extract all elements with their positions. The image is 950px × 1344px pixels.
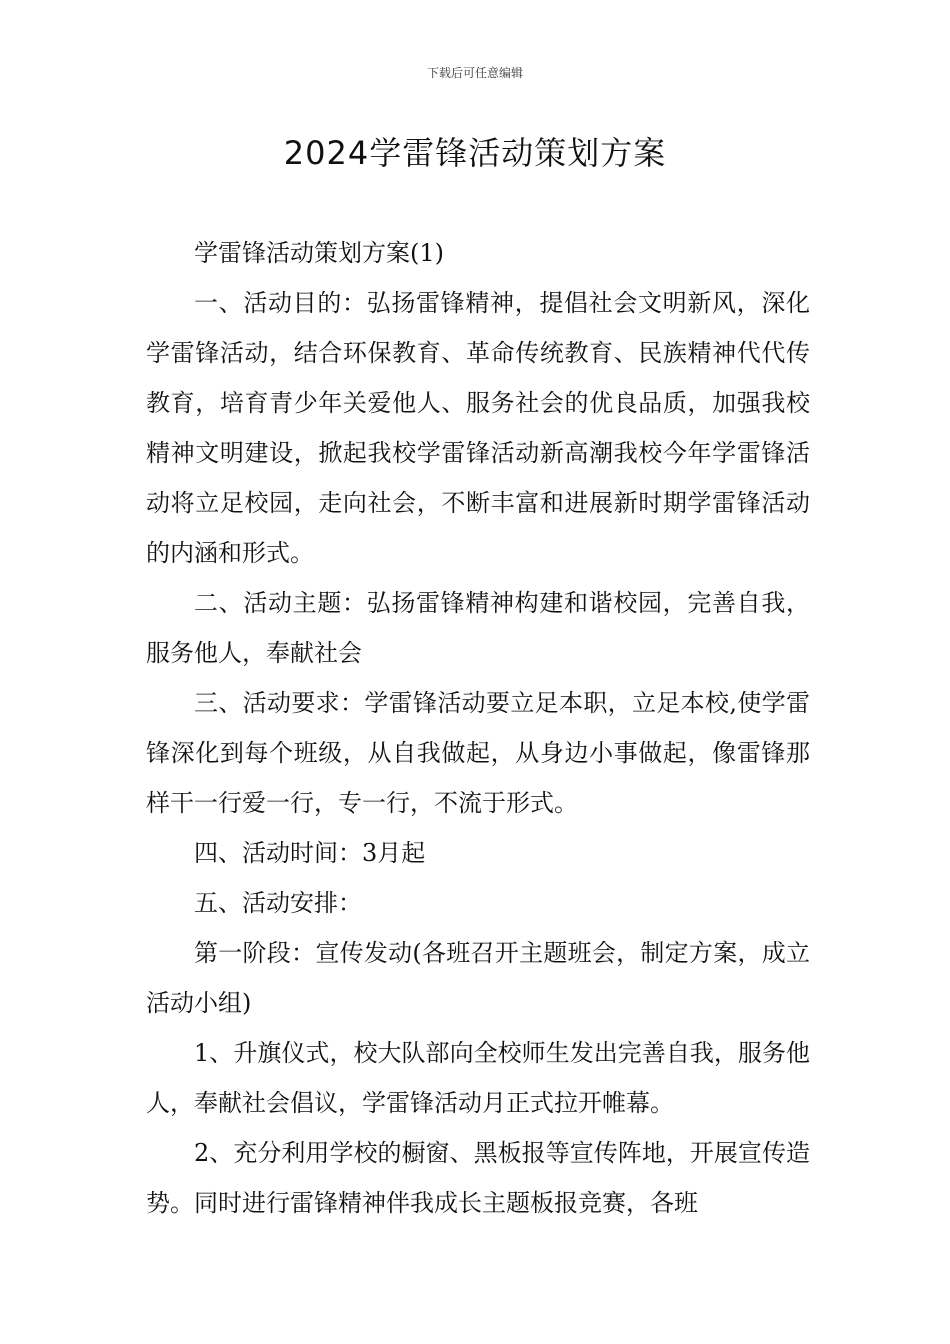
paragraph-stage-one: 第一阶段：宣传发动(各班召开主题班会，制定方案，成立活动小组) [146, 939, 810, 1017]
paragraph-item-2: 2、充分利用学校的橱窗、黑板报等宣传阵地，开展宣传造势。同时进行雷锋精神伴我成长主题板报竞赛，各班 [146, 1139, 810, 1217]
document-body [146, 228, 810, 1228]
paragraph-requirements: 三、活动要求：学雷锋活动要立足本职，立足本校,使学雷锋深化到每个班级，从自我做起，从身边小事做起，像雷锋那样干一行爱一行，专一行，不流于形式。 [146, 689, 810, 817]
document-title: 2024学雷锋活动策划方案 [283, 134, 667, 172]
paragraph-purpose: 一、活动目的：弘扬雷锋精神，提倡社会文明新风，深化学雷锋活动，结合环保教育、革命传统教育、民族精神代代传教育，培育青少年关爱他人、服务社会的优良品质，加强我校精神文明建设，掀起我校学雷锋活动新高潮我校今年学雷锋活动将立足校园，走向社会，不断丰富和进展新时期学雷锋活动的内涵和形式。 [146, 289, 810, 567]
paragraph-arrangement: 五、活动安排： [194, 889, 362, 917]
paragraph-theme: 二、活动主题：弘扬雷锋精神构建和谐校园，完善自我，服务他人，奉献社会 [146, 589, 810, 667]
section-heading: 学雷锋活动策划方案(1) [194, 239, 444, 267]
paragraph-item-1: 1、升旗仪式，校大队部向全校师生发出完善自我，服务他人，奉献社会倡议，学雷锋活动月正式拉开帷幕。 [146, 1039, 810, 1117]
header-note: 下载后可任意编辑 [426, 66, 523, 80]
paragraph-time: 四、活动时间：3月起 [194, 839, 426, 867]
